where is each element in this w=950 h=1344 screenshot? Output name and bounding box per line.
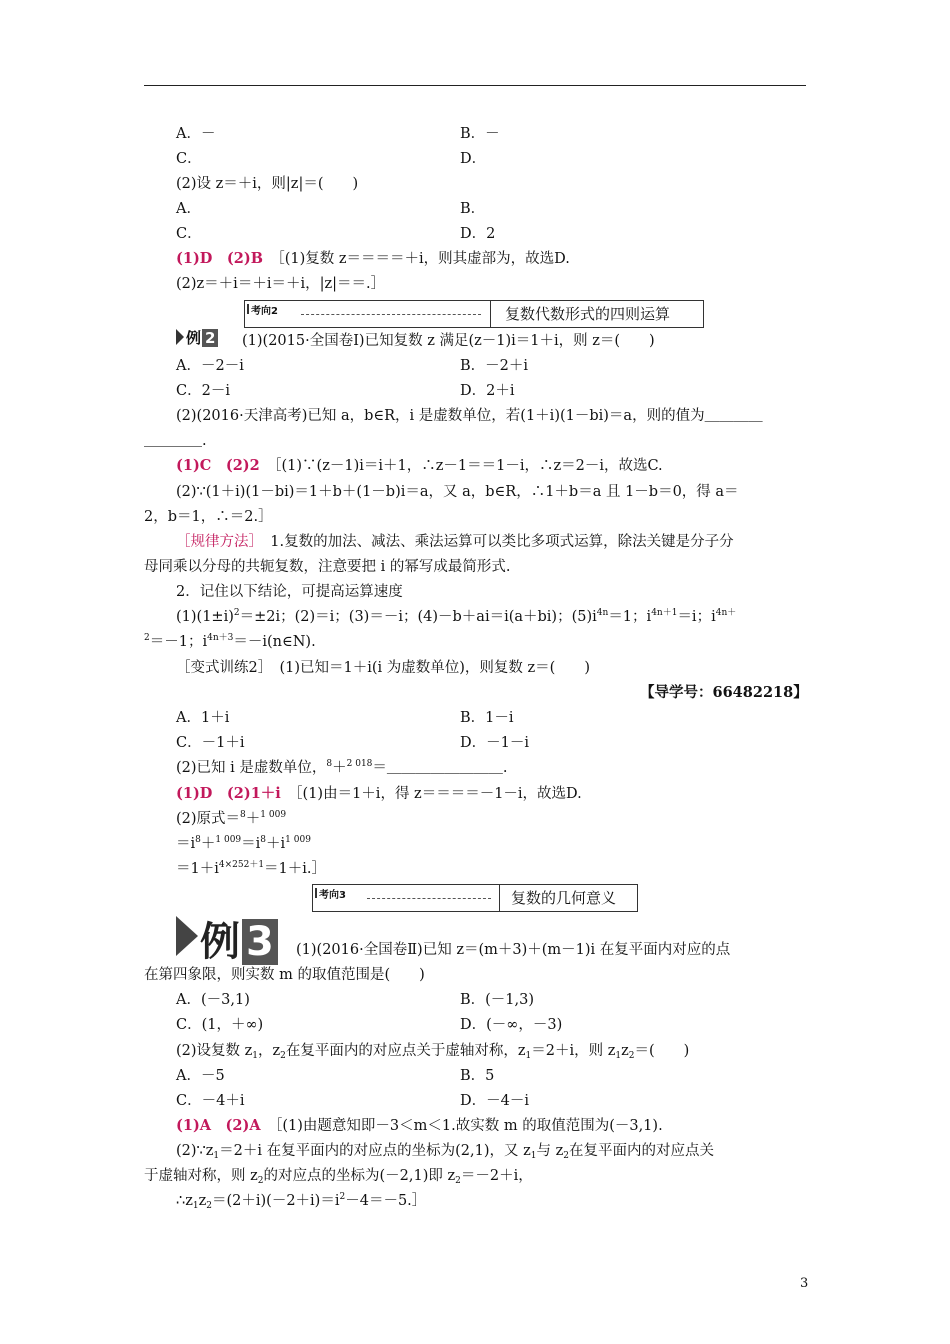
explanation-2: (2)∵(1＋i)(1－bi)＝1＋b＋(1－b)i＝a，又 a，b∈R，∴1＋b＝a 且 1－b＝0，得 a＝ xyxy=(176,484,739,500)
text-part: z xyxy=(621,1043,629,1059)
text-part: 与 z xyxy=(536,1143,564,1159)
option-b: B．5 xyxy=(460,1068,495,1084)
option-b: B．－ xyxy=(460,126,500,142)
section-title: 复数的几何意义 xyxy=(511,889,617,907)
option-d: D． xyxy=(460,151,487,167)
explanation: ［(1)复数 z＝＝＝＝＋i，则其虚部为，故选D. xyxy=(277,251,570,267)
text-part: －4＝－5.］ xyxy=(345,1193,427,1209)
question-2 xyxy=(176,1041,689,1061)
subscript: 2 xyxy=(280,1051,286,1061)
option-a: A．－ xyxy=(176,126,216,142)
explanation-2 xyxy=(176,1141,714,1161)
method-text: 1.复数的加法、减法、乘法运算可以类比多项式运算，除法关键是分子分 xyxy=(255,534,734,550)
explanation-2: (2)z＝＋i＝＋i＝＋i，|z|＝＝.］ xyxy=(176,276,386,292)
subscript: 1 xyxy=(252,1051,259,1061)
explanation: ［(1)由＝1＋i，得 z＝＝＝＝－1－i，故选D. xyxy=(295,786,582,802)
text-part: ＝i xyxy=(176,836,196,852)
question-2 xyxy=(176,758,508,778)
explanation-2 xyxy=(176,809,286,829)
method-line xyxy=(176,532,734,552)
question-1: (1)(2015·全国卷Ⅰ)已知复数 z 满足(z－1)i＝1＋i，则 z＝( ) xyxy=(242,333,655,349)
superscript: 4×252＋1 xyxy=(218,860,265,870)
superscript: 4n＋ xyxy=(715,608,737,618)
text-part: 于虚轴对称，则 z xyxy=(144,1168,258,1184)
formula-part: ＝－1；i xyxy=(149,634,208,650)
method-point-2: 2．记住以下结论，可提高运算速度 xyxy=(176,584,403,600)
superscript: 2 xyxy=(339,1192,346,1202)
explanation: ［(1)由题意知即－3＜m＜1.故实数 m 的取值范围为(－3,1). xyxy=(275,1118,663,1134)
answer-key: (1)D (2)B xyxy=(176,250,263,267)
question-2: (2)(2016·天津高考)已知 a，b∈R，i 是虚数单位，若(1＋i)(1－bi)＝a，则的值为＿＿＿＿ xyxy=(176,408,763,424)
section-title: 复数代数形式的四则运算 xyxy=(505,305,671,323)
text-part: ＋ xyxy=(200,836,216,852)
header-rule xyxy=(144,85,806,86)
text-part: z xyxy=(198,1193,207,1209)
text-part: 的对应点的坐标为(－2,1)即 z xyxy=(263,1168,456,1184)
superscript: 8 xyxy=(240,810,246,820)
text-part: (2)设复数 z xyxy=(176,1043,253,1059)
method-formulas-2 xyxy=(144,632,316,652)
text-part: ＝2＋i，则 z xyxy=(531,1043,616,1059)
option-d: D．2 xyxy=(460,226,496,242)
example-number: 3 xyxy=(242,919,278,965)
formula-part: ＝－i(n∈N). xyxy=(233,634,316,650)
subscript: 2 xyxy=(455,1176,461,1186)
subscript: 1 xyxy=(213,1151,220,1161)
superscript: 8 xyxy=(260,835,267,845)
option-d: D．(－∞，－3) xyxy=(460,1017,563,1033)
superscript: 4n xyxy=(596,608,609,618)
superscript: 8 xyxy=(326,759,333,769)
option-d: D．2＋i xyxy=(460,383,515,399)
method-label: ［规律方法］ xyxy=(176,534,256,550)
option-b: B． xyxy=(460,201,486,217)
section-header-2 xyxy=(244,300,704,328)
explanation-3: 2，b＝1，∴＝2.］ xyxy=(144,509,273,525)
superscript: 2 xyxy=(233,608,240,618)
explanation-3 xyxy=(144,1166,533,1186)
dashed-divider xyxy=(301,314,481,315)
text-part: ＝2＋i 在复平面内的对应点的坐标为(2,1)，又 z xyxy=(219,1143,531,1159)
dashed-divider xyxy=(367,898,491,899)
text-part: 在复平面内的对应点关于虚轴对称，z xyxy=(285,1043,526,1059)
subscript: 1 xyxy=(192,1201,199,1211)
option-a: A．1＋i xyxy=(176,710,230,726)
answer-line xyxy=(176,1116,663,1136)
formula-part: ＝1；i xyxy=(608,609,652,625)
subscript: 2 xyxy=(257,1176,264,1186)
option-c: C．2－i xyxy=(176,383,230,399)
question-1-cont: 在第四象限，则实数 m 的取值范围是( ) xyxy=(144,967,425,983)
example-number: 2 xyxy=(202,329,218,347)
section-tag: 考向3 xyxy=(319,886,346,901)
option-a: A．(－3,1) xyxy=(176,992,250,1008)
method-formulas xyxy=(176,607,736,627)
option-c: C． xyxy=(176,226,202,242)
explanation: ［(1)∵(z－1)i＝i＋1，∴z－1＝＝1－i，∴z＝2－i，故选C. xyxy=(274,458,663,474)
text-part: ∴z xyxy=(176,1193,193,1209)
option-b: B．－2＋i xyxy=(460,358,529,374)
explanation-4 xyxy=(176,859,326,879)
answer-line xyxy=(176,249,570,269)
example-label: 例 xyxy=(200,919,240,965)
question-2: (2)设 z＝＋i，则|z|＝( ) xyxy=(176,176,359,192)
variant-training-2: ［变式训练2］ (1)已知＝1＋i(i 为虚数单位)，则复数 z＝( ) xyxy=(176,660,590,676)
superscript: 1 009 xyxy=(215,835,242,845)
formula-part: (1)(1±i) xyxy=(176,609,234,625)
explanation-3 xyxy=(176,834,311,854)
superscript: 4n＋1 xyxy=(651,608,678,618)
box-separator xyxy=(490,301,491,327)
subscript: 1 xyxy=(525,1051,532,1061)
subscript: 2 xyxy=(563,1151,569,1161)
option-a: A． xyxy=(176,201,201,217)
box-separator xyxy=(499,885,500,911)
option-c: C．－1＋i xyxy=(176,735,245,751)
text-part: 在复平面内的对应点关 xyxy=(568,1143,714,1159)
subscript: 1 xyxy=(615,1051,622,1061)
superscript: 1 009 xyxy=(260,810,287,820)
option-b: B．1－i xyxy=(460,710,514,726)
subscript: 2 xyxy=(206,1201,212,1211)
answer-key: (1)C (2)2 xyxy=(176,457,260,474)
superscript: 4n＋3 xyxy=(207,633,234,643)
question-1: (1)(2016·全国卷Ⅱ)已知 z＝(m＋3)＋(m－1)i 在复平面内对应的点 xyxy=(296,942,731,958)
section-header-3 xyxy=(312,884,638,912)
option-b: B．(－1,3) xyxy=(460,992,535,1008)
method-text-2: 母同乘以分母的共轭复数，注意要把 i 的幂写成最简形式. xyxy=(144,559,511,575)
superscript: 8 xyxy=(195,835,201,845)
text-part: ＝i xyxy=(241,836,261,852)
option-d: D．－1－i xyxy=(460,735,529,751)
option-d: D．－4－i xyxy=(460,1093,529,1109)
page-number: 3 xyxy=(800,1276,809,1291)
text-part: (2)已知 i 是虚数单位， xyxy=(176,760,327,776)
text-part: ＝1＋i.］ xyxy=(264,861,327,877)
answer-key: (1)D (2)1＋i xyxy=(176,785,281,802)
text-part: ＝(2＋i)(－2＋i)＝i xyxy=(211,1193,340,1209)
subscript: 2 xyxy=(628,1051,635,1061)
answer-line xyxy=(176,784,582,804)
text-part: ＋ xyxy=(332,760,347,776)
section-tag: 考向2 xyxy=(251,302,278,317)
arrow-icon xyxy=(176,329,184,345)
text-part: (2)∵z xyxy=(176,1143,214,1159)
text-part: ，z xyxy=(258,1043,281,1059)
formula-part: ＝±2i；(2)＝i；(3)＝－i；(4)－b＋ai＝i(a＋bi)；(5)i xyxy=(239,609,597,625)
example-2-badge xyxy=(176,327,224,347)
text-part: (2)原式＝ xyxy=(176,811,241,827)
text-part: ＋i xyxy=(266,836,286,852)
text-part: ＝1＋i xyxy=(176,861,219,877)
text-part: ＋ xyxy=(245,811,261,827)
text-part: ＝＿＿＿＿＿＿＿＿. xyxy=(372,760,508,776)
superscript: 1 009 xyxy=(285,835,311,845)
blank-continuation: ＿＿＿＿. xyxy=(144,433,207,449)
answer-line xyxy=(176,456,663,476)
text-part: ＝－2＋i， xyxy=(460,1168,533,1184)
arrow-icon xyxy=(176,916,198,956)
explanation-4 xyxy=(176,1191,426,1211)
option-c: C．－4＋i xyxy=(176,1093,245,1109)
formula-part: ＝i；i xyxy=(677,609,716,625)
answer-key: (1)A (2)A xyxy=(176,1117,261,1134)
option-a: A．－5 xyxy=(176,1068,225,1084)
option-a: A．－2－i xyxy=(176,358,244,374)
option-c: C． xyxy=(176,151,202,167)
option-c: C．(1，＋∞) xyxy=(176,1017,264,1033)
example-label: 例 xyxy=(186,329,202,347)
example-3-badge xyxy=(176,912,288,965)
superscript: 2 xyxy=(144,633,150,643)
text-part: ＝( ) xyxy=(634,1043,690,1059)
subscript: 1 xyxy=(530,1151,537,1161)
guide-number: 【导学号：66482218】 xyxy=(640,684,808,701)
superscript: 2 018 xyxy=(346,759,373,769)
